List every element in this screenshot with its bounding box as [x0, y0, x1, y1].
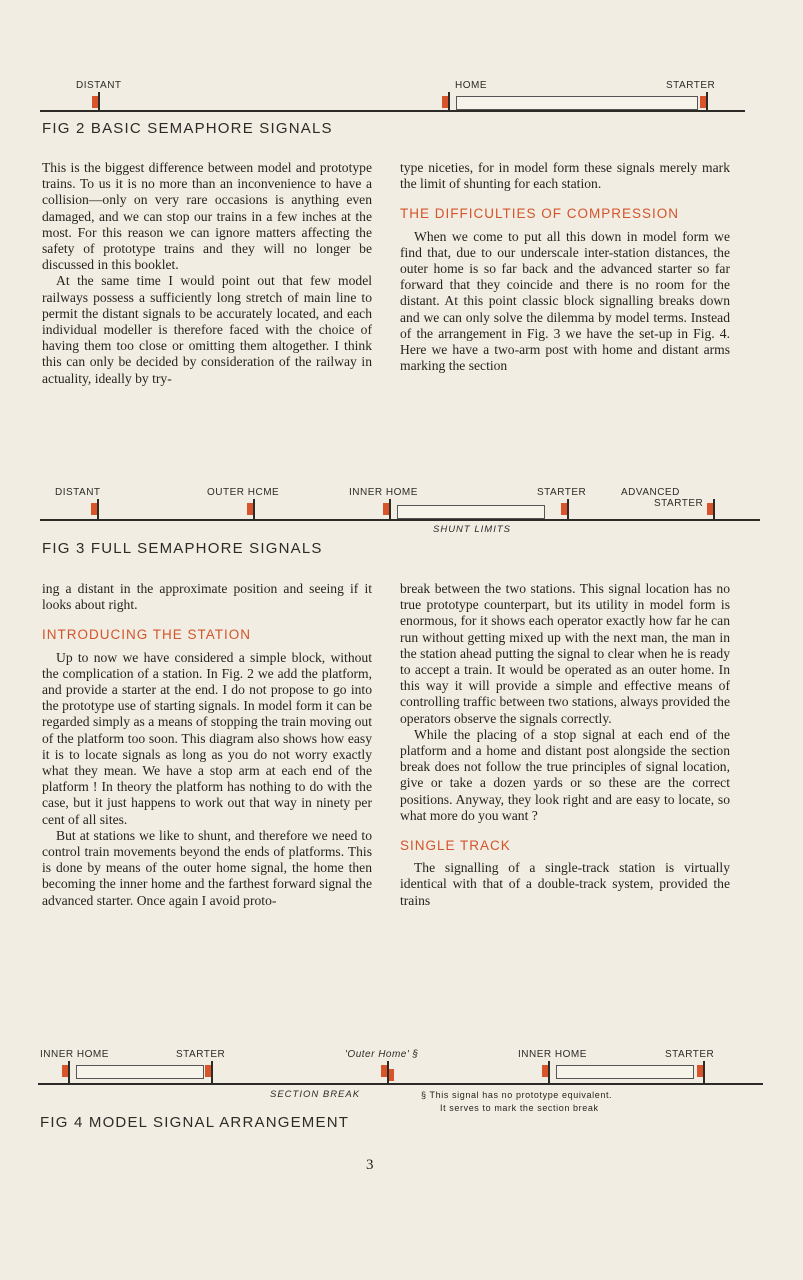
distant-signal-post: [98, 92, 100, 110]
paragraph: At the same time I would point out that few model railways possess a sufficiently long stretch of main line to permit the distant signals to be accurately located, and each individual modeller is therefore faced with the choice of having them too close or omitting them altogether. I think this can only be decided by consideration of the railway in actuality, ideally by try-: [42, 273, 372, 386]
home-signal-post: [448, 92, 450, 110]
inner-home-left-arm: [62, 1065, 68, 1077]
starter-signal-post: [706, 92, 708, 110]
fig3-caption: FIG 3 FULL SEMAPHORE SIGNALS: [42, 540, 323, 557]
inner-home-left-post: [68, 1061, 70, 1083]
advanced-starter-signal-arm: [707, 503, 713, 515]
section-break-label: SECTION BREAK: [270, 1089, 361, 1100]
starter-right-arm: [697, 1065, 703, 1077]
inner-home-right-arm: [542, 1065, 548, 1077]
platform-right: [556, 1065, 694, 1079]
fig3-label-advanced: ADVANCED: [621, 487, 680, 498]
inner-home-signal-post: [389, 499, 391, 519]
shunt-limits-label: SHUNT LIMITS: [433, 524, 511, 535]
paragraph: But at stations we like to shunt, and therefore we need to control train movements beyond the ends of platforms. This is done by means of the outer home signal, the home then becoming the inner home and the farthest forward signal the advanced starter. Once again I avoid proto-: [42, 827, 372, 908]
distant-signal-post: [97, 499, 99, 519]
starter-left-arm: [205, 1065, 211, 1077]
starter-signal-arm: [700, 96, 706, 108]
fig4-label-outer-home: 'Outer Home' §: [345, 1049, 419, 1060]
platform: [456, 96, 698, 110]
paragraph: This is the biggest difference between model and prototype trains. To us it is no more than an inconvenience to have a collision—only on very rare occasions is anything even damaged, and we can stop our trains in a few inches at the most. For this reason we can ignore matters affecting the safety of prototype trains and they will no longer be discussed in this booklet.: [42, 160, 372, 273]
track-line: [40, 110, 745, 112]
fig3-label-inner-home: INNER HOME: [349, 487, 418, 498]
home-signal-arm: [442, 96, 448, 108]
track-line: [40, 519, 760, 521]
section-heading: INTRODUCING THE STATION: [42, 627, 252, 643]
fig4-label-inner-home-right: INNER HOME: [518, 1049, 587, 1060]
fig3-label-advanced-starter: STARTER: [654, 498, 704, 509]
starter-signal-post: [567, 499, 569, 519]
advanced-starter-signal-post: [713, 499, 715, 519]
paragraph: ing a distant in the approximate position and seeing if it looks about right.: [42, 581, 372, 613]
outer-home-signal-arm: [247, 503, 253, 515]
fig2-label-home: HOME: [455, 80, 487, 91]
inner-home-right-post: [548, 1061, 550, 1083]
paragraph: type niceties, for in model form these signals merely mark the limit of shunting for each station.: [400, 160, 730, 192]
fig4-caption: FIG 4 MODEL SIGNAL ARRANGEMENT: [40, 1114, 350, 1131]
text-column-1b: [400, 160, 730, 374]
fig2-caption: FIG 2 BASIC SEMAPHORE SIGNALS: [42, 120, 333, 137]
fig3-label-distant: DISTANT: [55, 487, 101, 498]
section-heading: THE DIFFICULTIES OF COMPRESSION: [400, 206, 680, 222]
fig3-label-outer-home: OUTER HCME: [207, 487, 280, 498]
fig4-label-starter-right: STARTER: [665, 1049, 715, 1060]
distant-signal-arm: [91, 503, 97, 515]
paragraph: When we come to put all this down in model form we find that, due to our underscale inter-station distances, the outer home is so far back and the advanced starter so far forward that they coincide and there is no room for the distant. At this point classic block signalling breaks down and we can only solve the dilemma by model terms. Instead of the arrangement in Fig. 3 we have the set-up in Fig. 4. Here we have a two-arm post with home and distant arms marking the section: [400, 228, 730, 374]
fig2-label-starter: STARTER: [666, 80, 716, 91]
distant-signal-arm: [92, 96, 98, 108]
paragraph: While the placing of a stop signal at each end of the platform and a home and distant post alongside the section break does not follow the true principles of signal location, give or take a dozen yards or so these are the correct positions. Anyway, they look right and are easy to locate, so what more do you want ?: [400, 726, 730, 823]
outer-home-distant-arm: [389, 1069, 394, 1081]
paragraph: The signalling of a single-track station is virtually identical with that of a double-track system, provided the trains: [400, 860, 730, 908]
paragraph: Up to now we have considered a simple block, without the complication of a station. In Fig. 2 we add the platform, and provide a starter at the end. I do not propose to go into the prototype use of starting signals. In model form it can be regarded simply as a means of stopping the train moving out of the platform too soon. This diagram also shows how easy it is to locate signals as long as you do not worry exactly what they mean. We have a stop arm at each end of the platform ! In theory the platform has nothing to do with the case, but it just happens to work out that way in ninety per cent of all sites.: [42, 649, 372, 827]
fig4-label-inner-home-left: INNER HOME: [40, 1049, 109, 1060]
platform-left: [76, 1065, 204, 1079]
fig4-label-starter-left: STARTER: [176, 1049, 226, 1060]
outer-home-arm: [381, 1065, 387, 1077]
fig3-label-starter: STARTER: [537, 487, 587, 498]
section-heading: SINGLE TRACK: [400, 838, 511, 854]
starter-left-post: [211, 1061, 213, 1083]
paragraph: break between the two stations. This signal location has no true prototype counterpart, but its utility in model form is enormous, for it shows each operator exactly how far he can run without getting mixed up with the next man, the man in the station ahead putting the signal to clear when he is ready to accept a train. It would be operated as an outer home. In this way it will provide a simple and effective means of controlling traffic between two stations, always provided the operators observe the signals correctly.: [400, 581, 730, 726]
starter-right-post: [703, 1061, 705, 1083]
fig2-label-distant: DISTANT: [76, 80, 122, 91]
fig4-note-line1: § This signal has no prototype equivalent.: [421, 1090, 613, 1100]
page-number: 3: [366, 1157, 374, 1173]
outer-home-signal-post: [253, 499, 255, 519]
text-column-1a: [42, 160, 372, 387]
starter-signal-arm: [561, 503, 567, 515]
text-column-2a: [42, 581, 372, 909]
fig4-note-line2: It serves to mark the section break: [440, 1103, 599, 1113]
inner-home-signal-arm: [383, 503, 389, 515]
track-line: [38, 1083, 763, 1085]
text-column-2b: [400, 581, 730, 909]
platform: [397, 505, 545, 519]
